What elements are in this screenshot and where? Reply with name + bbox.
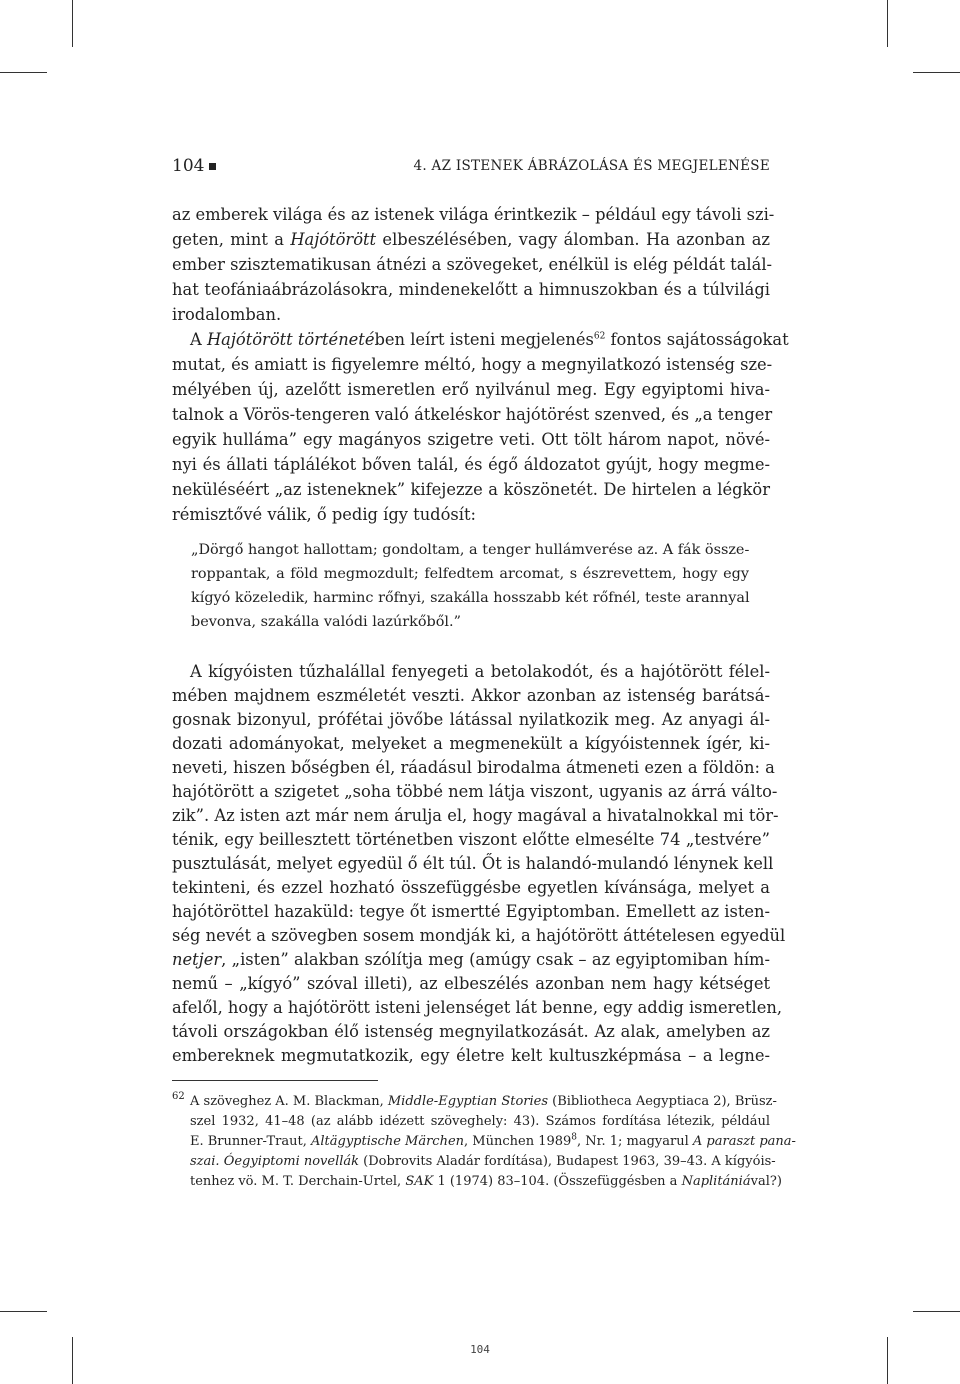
footnote-line: szel 1932, 41–48 (az alább idézett szöveghely: 43). Számos fordítása létezik, például [190,1114,770,1129]
quote-line: „Dörgő hangot hallottam; gondoltam, a tenger hullámverése az. A fák össze- [191,542,750,558]
text-run: ben leírt isteni megjelenés [374,330,594,349]
footnote-line [190,1132,796,1149]
italic-title: Hajótörött történeté [206,330,375,349]
body-line: egyik hulláma” egy magányos szigetre veti. Ott tölt három napot, növé- [172,430,770,449]
crop-mark-bl-h [0,1311,47,1312]
text-run: 1 (1974) 83–104. (Összefüggésben a [433,1174,682,1189]
text-run: (Dobrovits Aladár fordítása), Budapest 1963, 39–43. A kígyóis- [359,1154,776,1169]
footnote-rule [172,1080,378,1081]
body-line: dozati adományokat, melyeket a megmenekült a kígyóistennek ígér, ki- [172,734,770,753]
text-run: E. Brunner-Traut, [190,1134,311,1149]
quote-line: kígyó közeledik, harminc rőfnyi, szakálla hosszabb két rőfnél, teste arannyal [191,590,750,606]
footnote-ref[interactable]: 62 [593,331,606,342]
body-line: gosnak bizonyul, prófétai jövőbe látással nyilatkozik meg. Az anyagi ál- [172,710,770,729]
body-line: afelől, hogy a hajótörött isteni jelenséget lát benne, egy addig ismeretlen, [172,998,783,1017]
body-line: mutat, és amiatt is figyelemre méltó, hogy a megnyilatkozó istenség sze- [172,355,773,374]
body-line: nyi és állati táplálékot bőven talál, és égő áldozatot gyújt, hogy megme- [172,455,770,474]
body-line-text: geten, mint a Hajótörött elbeszélésében, vagy álomban. Ha azonban az [172,230,771,249]
footnote-line [190,1094,777,1109]
edition-sup: 8 [571,1132,578,1143]
body-line: neküléséért „az isteneknek” kifejezze a köszönetét. De hirtelen a légkör [172,480,770,499]
body-line [172,230,770,249]
crop-mark-tr-h [913,72,960,73]
italic-title: Middle-Egyptian Stories [387,1094,549,1109]
body-line: hajótörött a szigetet „soha többé nem látja viszont, ugyanis az árrá válto- [172,782,778,801]
body-line: pusztulását, melyet egyedül ő élt túl. Őt is halandó-mulandó lénynek kell [172,854,774,873]
italic-title: A paraszt pana- [692,1134,796,1149]
body-line: mélyében új, azelőtt ismeretlen erő nyilvánul meg. Egy egyiptomi hiva- [172,380,770,399]
body-line: neveti, hiszen bőségben él, ráadásul birodalma átmeneti ezen a földön: a [172,758,775,777]
crop-mark-tl-h [0,72,47,73]
body-line: A kígyóisten tűzhalállal fenyegeti a betolakodót, és a hajótörött félel- [190,662,770,681]
text-run: A [190,330,207,349]
italic-title: Hajótörött [290,230,377,249]
text-run: , „isten” alakban szólítja meg (amúgy csak – az egyiptomiban hím- [221,950,770,969]
running-header [172,156,770,180]
body-line: ténik, egy beillesztett történetben viszont előtte elmesélte 74 „testvére” [172,830,770,849]
italic-title: szai. Óegyiptomi novellák [190,1154,360,1169]
body-line: hat teofániaábrázolásokra, mindenekelőtt a himnuszokban és a túlvilági [172,280,770,299]
header-bullet [209,163,216,170]
crop-mark-tr-v [887,0,888,47]
body-line: távoli országokban élő istenség megnyilatkozását. Az alak, amelyben az [172,1022,770,1041]
body-line: ember szisztematikusan átnézi a szövegeket, enélkül is elég példát talál- [172,255,773,274]
body-line: ség nevét a szövegben sosem mondják ki, a hajótörött áttételesen egyedül [172,926,786,945]
italic-title: SAK [405,1174,434,1189]
running-title: 4. AZ ISTENEK ÁBRÁZOLÁSA ÉS MEGJELENÉSE [413,158,770,174]
page-number: 104 [172,156,205,176]
footnote-line [190,1154,776,1169]
text-run: A szöveghez A. M. Blackman, [190,1094,388,1109]
quote-line: bevonva, szakálla valódi lazúrkőből.” [191,614,461,630]
crop-mark-tl-v [72,0,73,47]
body-line [190,330,789,349]
body-line: zik”. Az isten azt már nem árulja el, hogy magával a hivatalnokkal mi tör- [172,806,779,825]
body-line [172,950,770,969]
quote-line: roppantak, a föld megmozdult; felfedtem arcomat, s észrevettem, hogy egy [191,566,749,582]
text-run: , Nr. 1; magyarul [577,1134,693,1149]
crop-mark-br-h [913,1311,960,1312]
body-line: embereknek megmutatkozik, egy életre kelt kultuszképmása – a legne- [172,1046,770,1065]
italic-title: Naplitániá [681,1174,751,1189]
body-line: mében majdnem eszméletét veszti. Akkor azonban az istenség barátsá- [172,686,770,705]
footnote-marker: 62 [172,1091,185,1102]
body-line: hajótöröttel hazaküld: tegye őt ismertté Egyiptomban. Emellett az isten- [172,902,770,921]
body-line: talnok a Vörös-tengeren való átkeléskor hajótörést szenved, és „a tenger [172,405,773,424]
italic-title: Altägyptische Märchen [310,1134,465,1149]
text-run: val?) [750,1174,782,1189]
text-run: fontos sajátosságokat [605,330,789,349]
footnote-line [190,1174,782,1189]
body-line: rémisztővé válik, ő pedig így tudósít: [172,505,476,524]
body-line: irodalomban. [172,305,282,324]
text-run: tenhez vö. M. T. Derchain-Urtel, [190,1174,406,1189]
text-run: (Bibliotheca Aegyptiaca 2), Brüsz- [548,1094,777,1109]
body-line: nemű – „kígyó” szóval illeti), az elbeszélés azonban nem hagy kétséget [172,974,770,993]
italic-term: netjer [172,950,222,969]
text-run: , München 1989 [464,1134,572,1149]
body-line: az emberek világa és az istenek világa érintkezik – például egy távoli szi- [172,205,775,224]
bottom-folio: 104 [470,1343,490,1356]
body-line: tekinteni, és ezzel hozható összefüggésbe egyetlen kívánsága, melyet a [172,878,770,897]
